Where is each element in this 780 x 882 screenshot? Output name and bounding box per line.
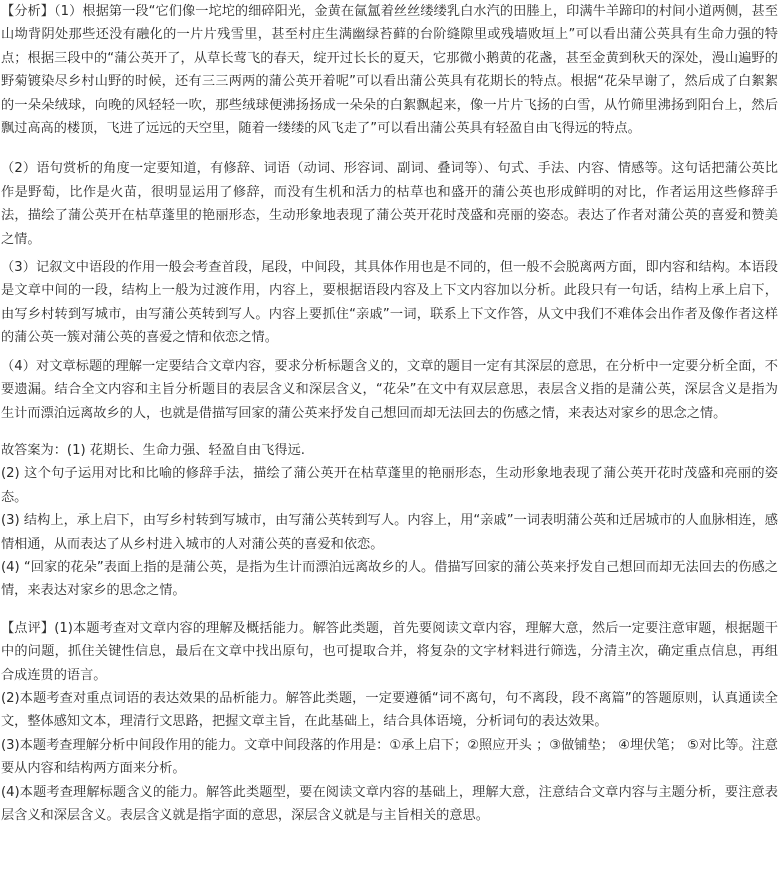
analysis-section [1,0,778,425]
comment-4: (4)本题考查理解标题含义的能力。解答此类题型，要在阅读文章内容的基础上，理解大意，注意结合文章内容与主题分析，要注意表层含义和深层含义。表层含义就是指字面的意思，深层含义就是与主旨相关的意思。 [1,784,778,823]
answer-2: (2) 这个句子运用对比和比喻的修辞手法，描绘了蒲公英开在枯草蓬里的艳丽形态，生动形象地表现了蒲公英开花时茂盛和亮丽的姿态。 [1,466,778,505]
comment-2: (2)本题考查对重点词语的表达效果的品析能力。解答此类题，一定要遵循“词不离句，句不离段，段不离篇”的答题原则，认真通读全文，整体感知文本，理清行文思路，把握文章主旨，在此基础上，结合具体语境，分析词句的表达效果。 [1,690,778,730]
comment-3: (3)本题考查理解分析中间段作用的能力。文章中间段落的作用是：①承上启下；②照应开头 ；③做铺垫； ④埋伏笔； ⑤对比等。注意要从内容和结构两方面来分析。 [1,737,778,777]
analysis-part-1: 【分析】（1）根据第一段“它们像一坨坨的细碎阳光，金黄在氤氲着丝丝缕缕乳白水汽的田塍上，印满牛羊蹄印的村间小道两侧，甚至山坳背阴处那些还没有融化的一片片残雪里，甚至村庄生满幽绿苔藓的台阶缝隙里或残墙败垣上”可以看出蒲公英具有生命力强的特点；根据三段中的“蒲公英开了，从草长莺飞的春天，绽开过长长的夏天，它那微小鹅黄的花盏，甚至金黄到秋天的深处，漫山遍野的野菊镀染尽乡村山野的时候，还有三三两两的蒲公英开着呢”可以看出蒲公英具有花期长的特点。根据“花朵早谢了，然后成了白絮絮的一朵朵绒球，向晚的风轻轻一吹，那些绒球便沸扬扬成一朵朵的白絮飘起来，像一片片飞扬的白雪，从竹筛里沸扬到阳台上，然后飘过高高的楼顶，飞进了远远的天空里，随着一缕缕的风飞走了”可以看出蒲公英具有轻盈自由飞得远的特点。 [1,4,778,137]
answer-section [1,439,778,603]
answer-1: 故答案为：(1) 花期长、生命力强、轻盈自由飞得远. [1,442,305,458]
answer-3: (3) 结构上，承上启下，由写乡村转到写城市，由写蒲公英转到写人。内容上，用“亲戚”一词表明蒲公英和迁居城市的人血脉相连，感情相通，从而表达了从乡村进入城市的人对蒲公英的喜爱和依恋。 [1,513,778,552]
comment-section [1,617,778,828]
comment-1: 【点评】(1)本题考查对文章内容的理解及概括能力。解答此类题，首先要阅读文章内容，理解大意，然后一定要注意审题，根据题干中的问题，抓住关键性信息，最后在文章中找出原句，也可提取合并，将复杂的文字材料进行筛选，分清主次，确定重点信息，再组合成连贯的语言。 [1,620,778,683]
analysis-part-4: （4）对文章标题的理解一定要结合文章内容，要求分析标题含义的，文章的题目一定有其深层的意思，在分析中一定要分析全面，不要遗漏。结合全文内容和主旨分析题目的表层含义和深层含义，“花朵”在文中有双层意思，表层含义指的是蒲公英，深层含义是指为生计而漂泊远离故乡的人，也就是借描写回家的蒲公英来抒发自己想回而却无法回去的伤感之情，来表达对家乡的思念之情。 [1,358,778,421]
analysis-part-3: （3）记叙文中语段的作用一般会考查首段，尾段，中间段，其具体作用也是不同的，但一般不会脱离两方面，即内容和结构。本语段是文章中间的一段，结构上一般为过渡作用，内容上，要根据语段内容及上下文内容加以分析。此段只有一句话，结构上承上启下，由写乡村转到写城市，由写蒲公英转到写人。内容上要抓住“亲戚”一词，联系上下文作答，从文中我们不难体会出作者及像作者这样的蒲公英一簇对蒲公英的喜爱之情和依恋之情。 [1,260,778,346]
analysis-part-2: （2）语句赏析的角度一定要知道，有修辞、词语（动词、形容词、副词、叠词等）、句式、手法、内容、情感等。这句话把蒲公英比作是野萄，比作是火苗，很明显运用了修辞，而没有生机和活力的枯草也和盛开的蒲公英也形成鲜明的对比，作者运用这些修辞手法，描绘了蒲公英开在枯草蓬里的艳丽形态，生动形象地表现了蒲公英开花时茂盛和亮丽的姿态。表达了作者对蒲公英的喜爱和赞美之情。 [1,161,778,247]
answer-4: (4) “回家的花朵”表面上指的是蒲公英，是指为生计而漂泊远离故乡的人。借描写回家的蒲公英来抒发自己想回而却无法回去的伤感之情，来表达对家乡的思念之情。 [1,559,778,599]
